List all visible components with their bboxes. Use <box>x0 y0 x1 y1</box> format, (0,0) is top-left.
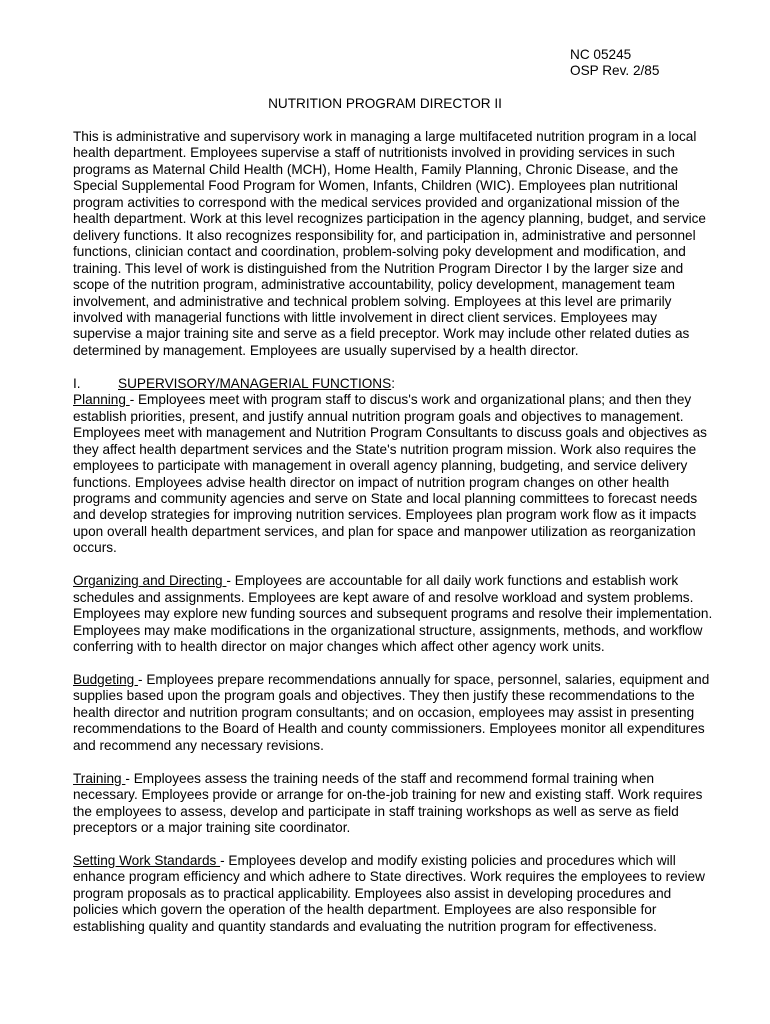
section-colon: : <box>391 375 395 391</box>
function-paragraph-organizing <box>73 573 713 655</box>
function-paragraph-budgeting <box>73 672 713 754</box>
function-heading: Training <box>73 770 126 786</box>
section-title: SUPERVISORY/MANAGERIAL FUNCTIONS <box>118 375 392 391</box>
document-code-block <box>570 47 659 80</box>
function-text: - Employees develop and modify existing policies and procedures which will enhance program efficiency and which adhere to State directives. Work requires the employees to review program proposals as to practical applicability. Employees also assist in developing procedures and policies which govern the operation of the health department. Employees are also responsible for establishing quality and quantity standards and evaluating the nutrition program for effectiveness. <box>73 852 705 934</box>
function-heading: Organizing and Directing <box>73 573 227 589</box>
function-text: - Employees are accountable for all daily work functions and establish work schedules and assignments. Employees are kept aware of and resolve workload and system problems. Employees may explore new funding sources and subsequent programs and resolve their implementation. Employees may make modifications in the organizational structure, assignments, methods, and workflow conferring with to health director on major changes which affect other agency work units. <box>73 573 713 655</box>
function-heading: Planning <box>73 392 130 408</box>
function-text: - Employees assess the training needs of the staff and recommend formal training when necessary. Employees provide or arrange for on-the-job training for new and existing staff. Work requires the employees to assess, develop and participate in staff training workshops as well as serve as field preceptors or a major training site coordinator. <box>73 770 703 835</box>
function-paragraph-planning <box>73 392 713 557</box>
form-number: NC 05245 <box>570 47 632 62</box>
page-title: NUTRITION PROGRAM DIRECTOR II <box>268 96 502 111</box>
intro-paragraph: This is administrative and supervisory work in managing a large multifaceted nutrition program in a local health department. Employees supervise a staff of nutritionists involved in providing services in such programs as Maternal Child Health (MCH), Home Health, Family Planning, Chronic Disease, and the Special Supplemental Food Program for Women, Infants, Children (WIC). Employees plan nutritional program activities to correspond with the medical services provided and organizational mission of the health department. Work at this level recognizes participation in the agency planning, budget, and service delivery functions. It also recognizes responsibility for, and participation in, administrative and personnel functions, clinician contact and coordination, problem-solving poky development and modification, and training. This level of work is distinguished from the Nutrition Program Director I by the larger size and scope of the nutrition program, administrative accountability, policy development, management team involvement, and administrative and technical problem solving. Employees at this level are primarily involved with managerial functions with little involvement in direct client services. Employees may supervise a major training site and serve as a field preceptor. Work may include other related duties as determined by management. Employees are usually supervised by a health director. <box>73 129 706 358</box>
function-heading: Setting Work Standards <box>73 852 221 868</box>
function-text: - Employees prepare recommendations annually for space, personnel, salaries, equipment and supplies based upon the program goals and objectives. They then justify these recommendations to the health director and nutrition program consultants; and on occasion, employees may assist in presenting recommendations to the Board of Health and county commissioners. Employees monitor all expenditures and recommend any necessary revisions. <box>73 671 710 753</box>
function-text: - Employees meet with program staff to discus's work and organizational plans; and then they establish priorities, present, and justify annual nutrition program goals and objectives to management. Employees meet with management and Nutrition Program Consultants to discuss goals and objectives as they affect health department services and the State's nutrition program mission. Work also requires the employees to participate with management in overall agency planning, budgeting, and service delivery functions. Employees advise health director on impact of nutrition program changes on other health programs and community agencies and serve on State and local planning committees to forecast needs and develop strategies for improving nutrition services. Employees plan program work flow as it impacts upon overall health department services, and plan for space and manpower utilization as reorganization occurs. <box>73 392 707 556</box>
revision-label: OSP Rev. 2/85 <box>570 63 660 79</box>
section-heading <box>73 376 713 392</box>
function-paragraph-work-standards <box>73 853 713 935</box>
section-number: I. <box>73 375 81 391</box>
document-body <box>73 129 713 952</box>
function-paragraph-training <box>73 771 713 837</box>
function-heading: Budgeting <box>73 671 139 687</box>
